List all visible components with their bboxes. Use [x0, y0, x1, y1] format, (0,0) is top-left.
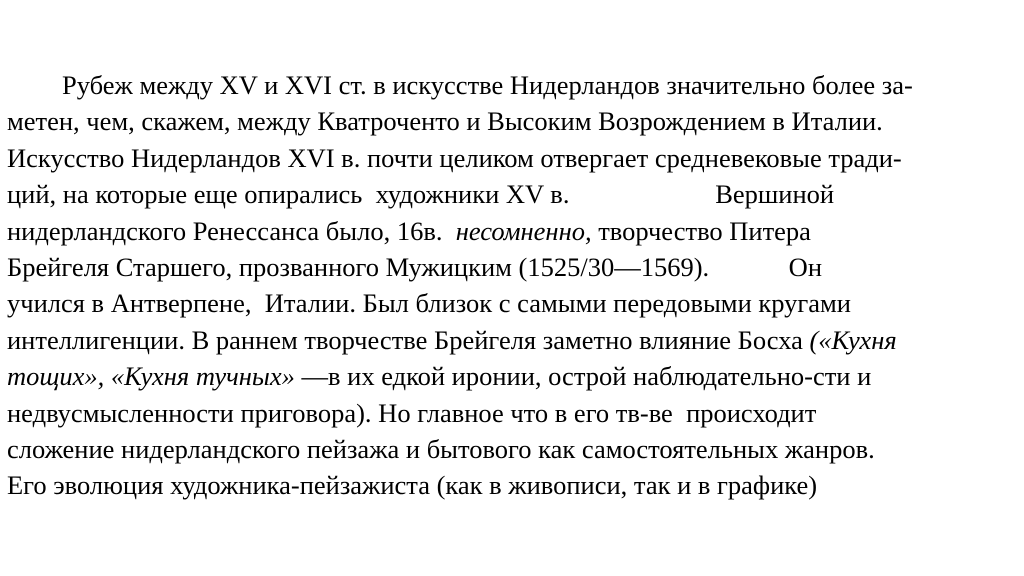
- text-segment: творчество Питера: [591, 215, 811, 246]
- text-line: [7, 140, 1007, 176]
- text-line: [7, 213, 1007, 249]
- text-line: [7, 285, 1007, 321]
- text-segment: —в их едкой иронии, острой наблюдательно-сти и: [294, 361, 872, 392]
- text-segment: Рубеж между XV и XVI ст. в искусстве Нидерландов значительно более за-: [62, 70, 913, 100]
- italic-text-segment: («Кухня: [809, 324, 897, 355]
- text-segment: Его эволюция художника-пейзажиста (как в живописи, так и в графике): [7, 470, 818, 501]
- text-segment: недвусмысленности приговора). Но главное что в его тв-ве происходит: [7, 397, 817, 428]
- text-segment: интеллигенции. В раннем творчестве Брейгеля заметно влияние Босха: [7, 324, 810, 355]
- text-segment: ций, на которые еще опирались художники XV в. Вершиной: [7, 179, 835, 210]
- italic-text-segment: тощих», «Кухня тучных»: [7, 361, 295, 392]
- text-segment: учился в Антверпене, Италии. Был близок с самыми передовыми кругами: [7, 288, 851, 319]
- italic-text-segment: несомненно,: [455, 215, 592, 246]
- text-segment: Искусство Нидерландов XVI в. почти целиком отвергает средневековые тради-: [7, 142, 902, 173]
- text-line: [7, 395, 1007, 431]
- text-line: [7, 322, 1007, 358]
- body-text: [7, 67, 1007, 504]
- text-line: [7, 103, 1007, 139]
- text-line: [7, 358, 1007, 394]
- text-segment: метен, чем, скажем, между Кватроченто и Высоким Возрождением в Италии.: [7, 106, 883, 137]
- text-line: [7, 249, 1007, 285]
- text-line: [7, 431, 1007, 467]
- text-line: [7, 67, 1007, 103]
- text-segment: нидерландского Ренессанса было, 16в.: [7, 215, 456, 246]
- text-segment: сложение нидерландского пейзажа и бытового как самостоятельных жанров.: [7, 433, 875, 464]
- text-line: [7, 467, 1007, 503]
- text-line: [7, 176, 1007, 212]
- text-segment: Брейгеля Старшего, прозванного Мужицким (1525/30—1569). Он: [7, 251, 823, 282]
